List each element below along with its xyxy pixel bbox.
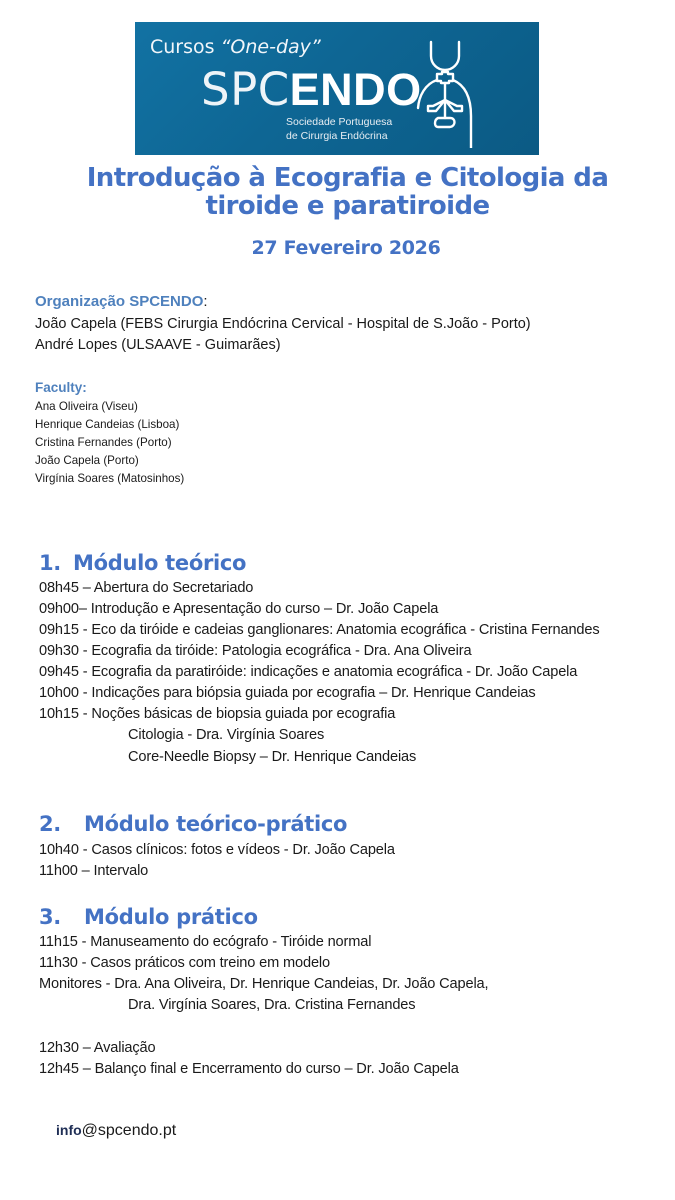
schedule-item: 11h30 - Casos práticos com treino em modelo	[39, 955, 330, 971]
module-number: 3.	[39, 905, 61, 929]
spcendo-logo-text	[201, 63, 422, 116]
course-date: 27 Fevereiro 2026	[251, 237, 441, 259]
course-title	[0, 164, 675, 220]
schedule-item: 10h15 - Noções básicas de biopsia guiada por ecografia	[39, 706, 396, 722]
organization-member: João Capela (FEBS Cirurgia Endócrina Cervical - Hospital de S.João - Porto)	[35, 316, 531, 332]
schedule-item: 09h15 - Eco da tiróide e cadeias ganglionares: Anatomia ecográfica - Cristina Fernandes	[39, 622, 600, 638]
faculty-member: Virgínia Soares (Matosinhos)	[35, 472, 185, 485]
banner-courses-label	[150, 36, 321, 58]
schedule-item: 09h00– Introdução e Apresentação do curso – Dr. João Capela	[39, 601, 439, 617]
faculty-heading: Faculty:	[35, 380, 87, 395]
contact-email[interactable]	[56, 1122, 176, 1140]
module-3-heading	[39, 905, 258, 929]
organization-member: André Lopes (ULSAAVE - Guimarães)	[35, 337, 281, 353]
schedule-sub-item: Citologia - Dra. Virgínia Soares	[128, 727, 325, 743]
schedule-sub-item: Core-Needle Biopsy – Dr. Henrique Candeias	[128, 749, 417, 765]
brand-light: SPC	[201, 63, 290, 116]
schedule-item: 12h30 – Avaliação	[39, 1040, 156, 1056]
schedule-item: 10h00 - Indicações para biópsia guiada por ecografia – Dr. Henrique Candeias	[39, 685, 536, 701]
schedule-item: 10h40 - Casos clínicos: fotos e vídeos - Dr. João Capela	[39, 842, 395, 858]
society-line-1: Sociedade Portuguesa	[286, 116, 393, 128]
course-banner	[135, 22, 539, 155]
schedule-item: 09h45 - Ecografia da paratiróide: indicações e anatomia ecográfica - Dr. João Capela	[39, 664, 578, 680]
schedule-item: 12h45 – Balanço final e Encerramento do curso – Dr. João Capela	[39, 1061, 459, 1077]
schedule-item: Monitores - Dra. Ana Oliveira, Dr. Henrique Candeias, Dr. João Capela,	[39, 976, 489, 992]
schedule-sub-item: Dra. Virgínia Soares, Dra. Cristina Fernandes	[128, 997, 416, 1013]
module-1-heading	[39, 551, 246, 575]
faculty-member: Cristina Fernandes (Porto)	[35, 436, 172, 449]
title-line-2: tiroide e paratiroide	[205, 191, 490, 221]
module-number: 1.	[39, 551, 61, 575]
courses-prefix: Cursos	[150, 36, 221, 58]
organization-colon: :	[203, 293, 208, 310]
module-2-heading	[39, 812, 347, 836]
schedule-item: 11h00 – Intervalo	[39, 863, 149, 879]
organization-heading	[35, 293, 208, 310]
faculty-member: Ana Oliveira (Viseu)	[35, 400, 138, 413]
society-name	[286, 115, 392, 143]
module-title: Módulo teórico	[73, 551, 247, 575]
courses-one-day: “One-day”	[220, 36, 321, 58]
title-line-1: Introdução à Ecografia e Citologia da	[86, 163, 609, 193]
faculty-member: João Capela (Porto)	[35, 454, 139, 467]
society-line-2: de Cirurgia Endócrina	[286, 130, 388, 142]
email-domain: @spcendo.pt	[81, 1122, 177, 1139]
schedule-item: 09h30 - Ecografia da tiróide: Patologia ecográfica - Dra. Ana Oliveira	[39, 643, 472, 659]
endocrine-figure-icon	[413, 40, 477, 148]
email-user: info	[56, 1122, 82, 1138]
schedule-item: 11h15 - Manuseamento do ecógrafo - Tiróide normal	[39, 934, 372, 950]
brand-bold: ENDO	[289, 64, 422, 115]
module-title: Módulo teórico-prático	[84, 812, 348, 836]
organization-label: Organização SPCENDO	[35, 293, 204, 310]
faculty-member: Henrique Candeias (Lisboa)	[35, 418, 180, 431]
module-number: 2.	[39, 812, 61, 836]
schedule-item: 08h45 – Abertura do Secretariado	[39, 580, 254, 596]
module-title: Módulo prático	[84, 905, 258, 929]
